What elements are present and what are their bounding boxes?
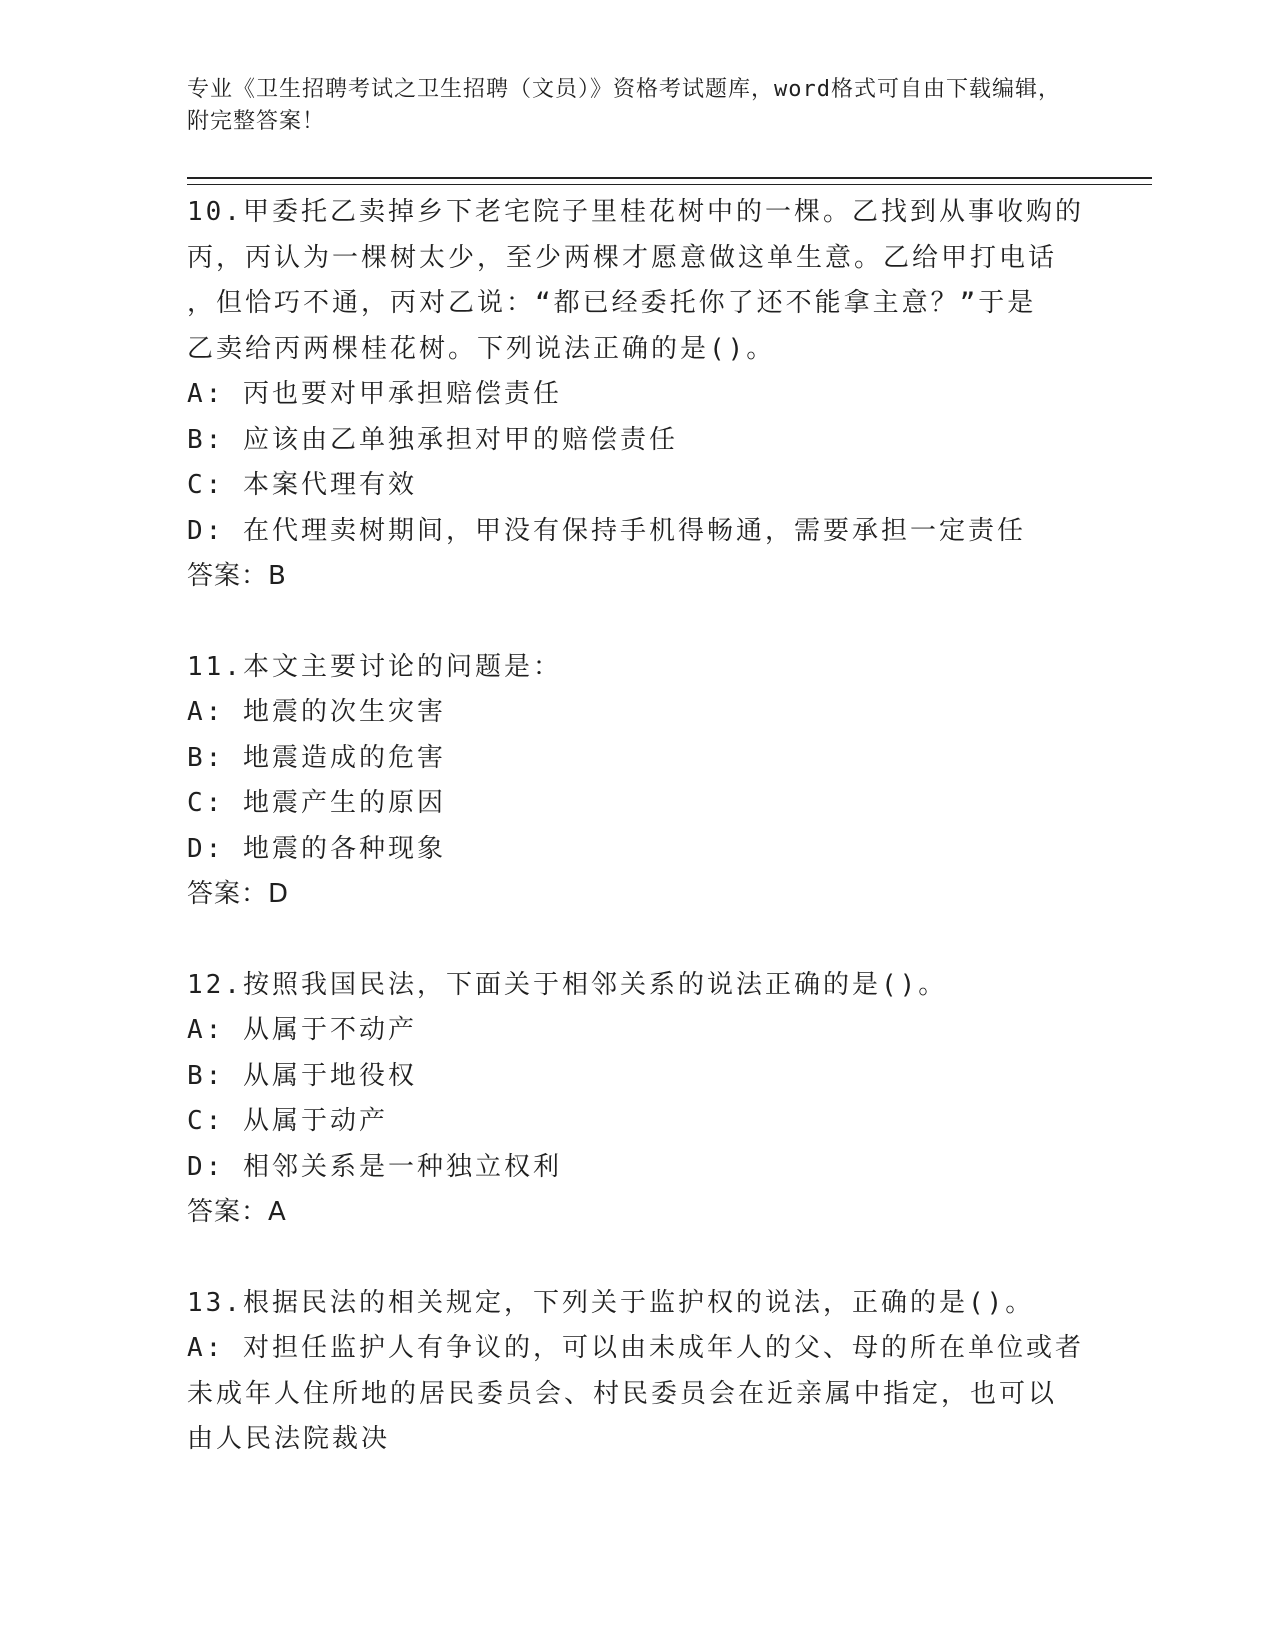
option-b: B: 从属于地役权 <box>187 1060 417 1091</box>
question-list <box>187 190 1087 1508</box>
option-a-line: A: 对担任监护人有争议的，可以由未成年人的父、母的所在单位或者 <box>187 1333 1084 1363</box>
question-text-line: ，但恰巧不通，丙对乙说：“都已经委托你了还不能拿主意？”于是 <box>187 288 1037 318</box>
option-b: B: 应该由乙单独承担对甲的赔偿责任 <box>187 424 678 455</box>
option-a: A: 丙也要对甲承担赔偿责任 <box>187 379 562 409</box>
option-c: C: 地震产生的原因 <box>187 788 446 818</box>
option-c: C: 从属于动产 <box>187 1106 388 1136</box>
option-b: B: 地震造成的危害 <box>187 742 446 773</box>
question-text-line: 乙卖给丙两棵桂花树。下列说法正确的是()。 <box>187 333 776 364</box>
option-a-line: 未成年人住所地的居民委员会、村民委员会在近亲属中指定，也可以 <box>187 1378 1058 1409</box>
question-12 <box>187 963 1087 1236</box>
header-divider-thick <box>187 177 1152 179</box>
answer-label: 答案：D <box>187 879 290 909</box>
option-a-line: 由人民法院裁决 <box>187 1424 391 1454</box>
question-text-line: 13.根据民法的相关规定，下列关于监护权的说法，正确的是()。 <box>187 1287 1035 1318</box>
answer-label: 答案：A <box>187 1197 287 1227</box>
answer-label: 答案：B <box>187 561 287 591</box>
option-d: D: 相邻关系是一种独立权利 <box>187 1151 562 1182</box>
question-11 <box>187 645 1087 918</box>
question-text-line: 10.甲委托乙卖掉乡下老宅院子里桂花树中的一棵。乙找到从事收购的 <box>187 197 1084 227</box>
option-c: C: 本案代理有效 <box>187 470 417 500</box>
header-divider-thin <box>187 184 1152 185</box>
option-a: A: 从属于不动产 <box>187 1015 417 1045</box>
question-text-line: 丙，丙认为一棵树太少，至少两棵才愿意做这单生意。乙给甲打电话 <box>187 242 1058 273</box>
option-a: A: 地震的次生灾害 <box>187 697 446 727</box>
question-text-line: 11.本文主要讨论的问题是： <box>187 651 562 682</box>
question-13 <box>187 1281 1087 1463</box>
question-text-line: 12.按照我国民法，下面关于相邻关系的说法正确的是()。 <box>187 969 948 1000</box>
question-10 <box>187 190 1087 600</box>
header-description: 专业《卫生招聘考试之卫生招聘（文员）》资格考试题库，word格式可自由下载编辑，附完整答案！ <box>187 77 1061 134</box>
option-d: D: 在代理卖树期间，甲没有保持手机得畅通，需要承担一定责任 <box>187 515 1026 546</box>
option-d: D: 地震的各种现象 <box>187 833 446 864</box>
